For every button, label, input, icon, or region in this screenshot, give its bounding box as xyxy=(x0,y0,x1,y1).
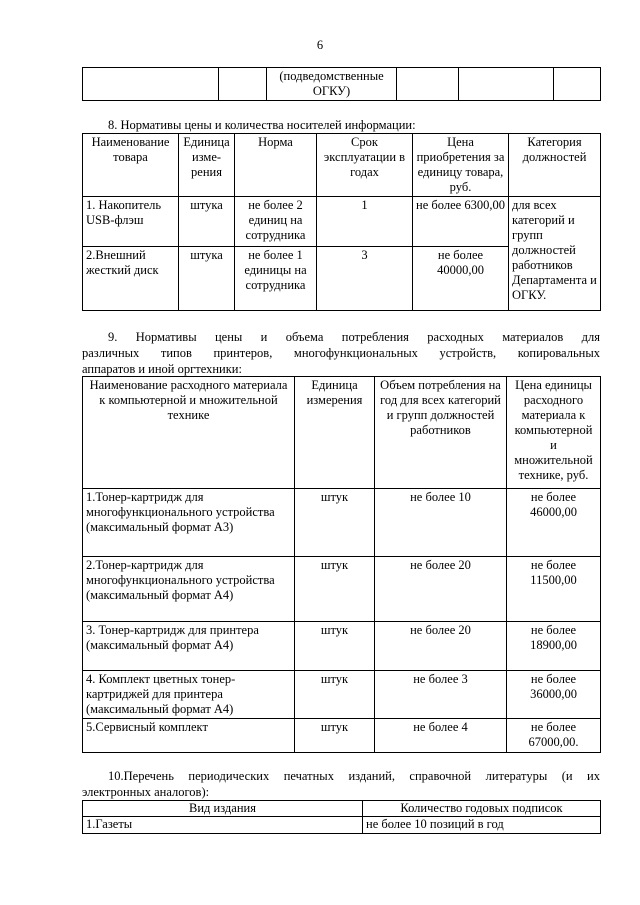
s8-row2-norm: не более 1 единицы на сотрудника xyxy=(235,247,317,311)
section10-header-row xyxy=(83,801,601,817)
section10-heading-line1: 10.Перечень периодических печатных изданий, справочной литературы (и их xyxy=(108,769,600,783)
section8-table xyxy=(82,133,601,311)
s9-row3-name: 3. Тонер-картридж для принтера (максимальный формат А4) xyxy=(83,622,295,671)
top-table-cell-4 xyxy=(397,68,459,101)
section9-heading-line2: различных типов принтеров, многофункциональных устройств, копировальных xyxy=(82,346,600,360)
top-table-cell-3: (подведомственные ОГКУ) xyxy=(267,68,397,101)
table-row xyxy=(83,622,601,671)
s8-category: для всех категорий и групп должностей работников Департамента и ОГКУ. xyxy=(509,197,601,311)
s9-row2-volume: не более 20 xyxy=(375,557,507,622)
s8-header-price: Цена приобретения за единицу товара, руб. xyxy=(413,134,509,197)
s10-header-type: Вид издания xyxy=(83,801,363,817)
top-table-cell-5 xyxy=(459,68,554,101)
s9-row4-name: 4. Комплект цветных тонер-картриджей для принтера (максимальный формат А4) xyxy=(83,671,295,719)
s9-row3-price: не более 18900,00 xyxy=(507,622,601,671)
s9-row5-price: не более 67000,00. xyxy=(507,719,601,753)
s9-row4-volume: не более 3 xyxy=(375,671,507,719)
s9-row4-price: не более 36000,00 xyxy=(507,671,601,719)
section9-header-row xyxy=(83,377,601,489)
page-number: 6 xyxy=(316,38,324,52)
s9-row5-unit: штук xyxy=(295,719,375,753)
section9-heading-line1: 9. Нормативы цены и объема потребления расходных материалов для xyxy=(108,330,600,344)
s9-header-unit: Единица измерения xyxy=(295,377,375,489)
s9-row2-name: 2.Тонер-картридж для многофункционального устройства (максимальный формат А4) xyxy=(83,557,295,622)
s8-row1-price: не более 6300,00 xyxy=(413,197,509,247)
s8-header-name: Наименование товара xyxy=(83,134,179,197)
s9-row5-volume: не более 4 xyxy=(375,719,507,753)
top-table-cell-6 xyxy=(554,68,601,101)
table-row xyxy=(83,489,601,557)
s8-row1-norm: не более 2 единиц на сотрудника xyxy=(235,197,317,247)
s9-row5-name: 5.Сервисный комплект xyxy=(83,719,295,753)
section9-heading-line3: аппаратов и иной оргтехники: xyxy=(82,362,242,376)
s8-row2-price: не более 40000,00 xyxy=(413,247,509,311)
section10-heading-line2: электронных аналогов): xyxy=(82,785,210,799)
s8-row1-term: 1 xyxy=(317,197,413,247)
table-row xyxy=(83,197,601,247)
s9-row1-price: не более 46000,00 xyxy=(507,489,601,557)
s8-row1-name: 1. Накопитель USB-флэш xyxy=(83,197,179,247)
section10-table xyxy=(82,800,601,834)
s9-row3-unit: штук xyxy=(295,622,375,671)
table-row xyxy=(83,817,601,834)
s10-header-count: Количество годовых подписок xyxy=(363,801,601,817)
s9-header-name: Наименование расходного материала к компьютерной и множительной технике xyxy=(83,377,295,489)
s10-row1-type: 1.Газеты xyxy=(83,817,363,834)
s8-header-unit: Единица изме-рения xyxy=(179,134,235,197)
top-table-cell-2 xyxy=(219,68,267,101)
table-row xyxy=(83,557,601,622)
s9-header-price: Цена единицы расходного материала к компьютерной и множительной технике, руб. xyxy=(507,377,601,489)
section9-table xyxy=(82,376,601,753)
s8-row2-term: 3 xyxy=(317,247,413,311)
s9-row3-volume: не более 20 xyxy=(375,622,507,671)
section8-header-row xyxy=(83,134,601,197)
s9-row1-volume: не более 10 xyxy=(375,489,507,557)
s9-row1-unit: штук xyxy=(295,489,375,557)
top-table xyxy=(82,67,601,101)
s9-header-volume: Объем потребления на год для всех категорий и групп должностей работников xyxy=(375,377,507,489)
s9-row2-unit: штук xyxy=(295,557,375,622)
s9-row4-unit: штук xyxy=(295,671,375,719)
table-row xyxy=(83,671,601,719)
table-row xyxy=(83,719,601,753)
s8-row1-unit: штука xyxy=(179,197,235,247)
section8-heading: 8. Нормативы цены и количества носителей информации: xyxy=(108,118,416,132)
top-table-cell-1 xyxy=(83,68,219,101)
s8-header-term: Срок эксплуатации в годах xyxy=(317,134,413,197)
s10-row1-count: не более 10 позиций в год xyxy=(363,817,601,834)
s8-header-norm: Норма xyxy=(235,134,317,197)
s8-row2-name: 2.Внешний жесткий диск xyxy=(83,247,179,311)
s9-row1-name: 1.Тонер-картридж для многофункционального устройства (максимальный формат А3) xyxy=(83,489,295,557)
s8-row2-unit: штука xyxy=(179,247,235,311)
s9-row2-price: не более 11500,00 xyxy=(507,557,601,622)
s8-header-category: Категория должностей xyxy=(509,134,601,197)
